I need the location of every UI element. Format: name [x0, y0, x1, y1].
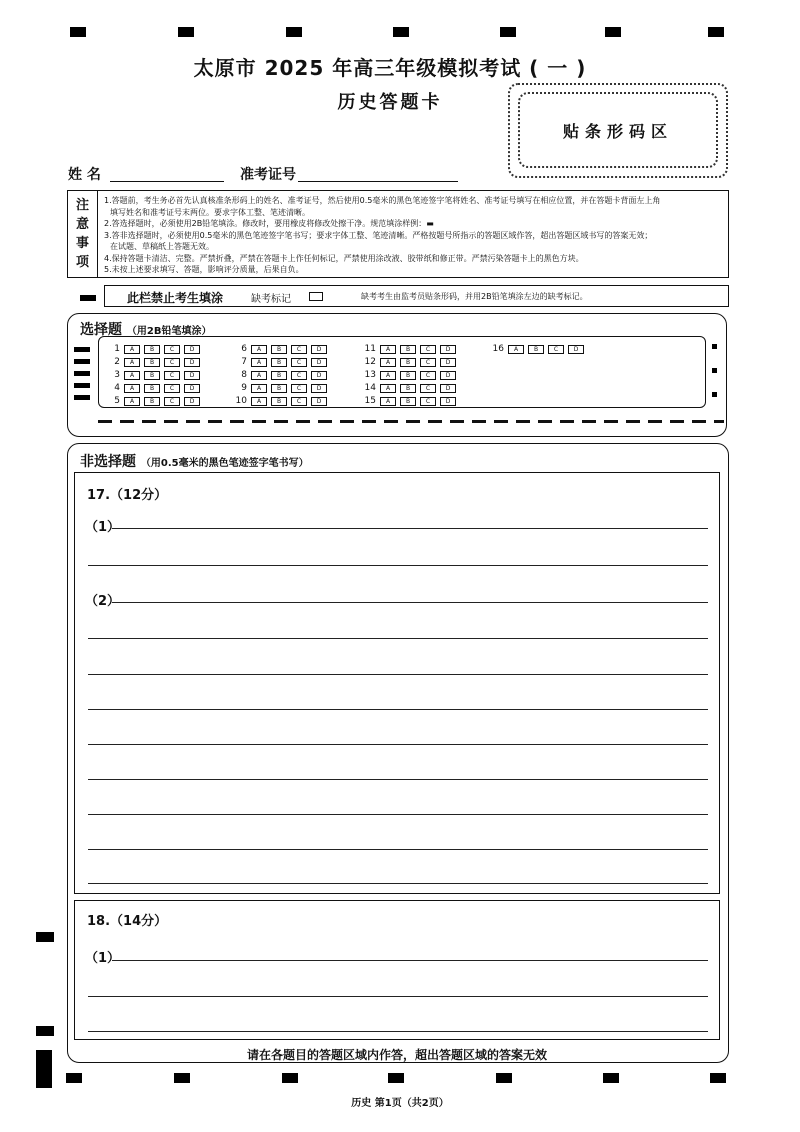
- mc-question-number: 10: [235, 396, 247, 406]
- mc-option-bubble[interactable]: A: [251, 397, 267, 406]
- answer-line[interactable]: [88, 849, 708, 850]
- q18-heading: 18.（14分）: [87, 914, 168, 929]
- mc-option-bubble[interactable]: C: [164, 371, 180, 380]
- mc-option-bubble[interactable]: A: [251, 371, 267, 380]
- notice-item: 5.未按上述要求填写、答题，影响评分质量，后果自负。: [104, 265, 304, 274]
- notice-heading: 注 意 事 项: [68, 191, 98, 277]
- absent-row: [104, 285, 729, 307]
- mc-option-bubble[interactable]: D: [184, 345, 200, 354]
- timing-mark: [286, 27, 302, 37]
- timing-mark: [710, 1073, 726, 1083]
- mc-option-bubble[interactable]: C: [291, 397, 307, 406]
- mc-question-8: [233, 370, 331, 380]
- mc-option-bubble[interactable]: C: [420, 397, 436, 406]
- q17-heading: 17.（12分）: [87, 488, 168, 503]
- answer-line[interactable]: [88, 996, 708, 997]
- mc-option-bubble[interactable]: B: [400, 384, 416, 393]
- mc-option-bubble[interactable]: C: [420, 371, 436, 380]
- mc-option-bubble[interactable]: C: [164, 345, 180, 354]
- timing-mark: [178, 27, 194, 37]
- mc-option-bubble[interactable]: D: [440, 371, 456, 380]
- mc-question-number: 5: [114, 396, 120, 406]
- free-response-note: （用0.5毫米的黑色笔迹签字笔书写）: [140, 458, 309, 469]
- mc-option-bubble[interactable]: B: [144, 358, 160, 367]
- notice-item: 在试题、草稿纸上答题无效。: [110, 242, 214, 251]
- barcode-area: [518, 92, 718, 168]
- q18-answer-area[interactable]: [74, 900, 720, 1040]
- mc-option-bubble[interactable]: A: [380, 345, 396, 354]
- mc-option-bubble[interactable]: C: [164, 397, 180, 406]
- mc-question-12: [362, 357, 460, 367]
- mc-option-bubble[interactable]: D: [440, 358, 456, 367]
- mc-option-bubble[interactable]: D: [311, 358, 327, 367]
- mc-question-number: 6: [241, 344, 247, 354]
- mc-question-4: [106, 383, 204, 393]
- notice-item: 1.答题前，考生务必首先认真核准条形码上的姓名、准考证号，然后使用0.5毫米的黑色笔迹签字笔将姓名、准考证号填写在相应位置，并在答题卡背面左上角: [104, 196, 661, 205]
- mc-option-bubble[interactable]: D: [440, 384, 456, 393]
- card-subtitle: 历史答题卡: [337, 92, 443, 113]
- mc-option-bubble[interactable]: B: [144, 371, 160, 380]
- mc-question-14: [362, 383, 460, 393]
- timing-mark: [605, 27, 621, 37]
- multiple-choice-title: 选择题 （用2B铅笔填涂）: [80, 322, 212, 338]
- mc-question-5: [106, 396, 204, 406]
- timing-mark: [36, 932, 54, 942]
- mc-question-number: 15: [364, 396, 376, 406]
- timing-mark: [80, 295, 96, 301]
- mc-option-bubble[interactable]: A: [508, 345, 524, 354]
- timing-mark: [66, 1073, 82, 1083]
- mc-option-bubble[interactable]: C: [291, 384, 307, 393]
- mc-question-number: 2: [114, 357, 120, 367]
- q17-sub1-label: （1）: [85, 520, 121, 535]
- notice-box: [67, 190, 729, 278]
- timing-mark: [174, 1073, 190, 1083]
- timing-mark: [388, 1073, 404, 1083]
- mc-option-bubble[interactable]: B: [271, 384, 287, 393]
- answer-line[interactable]: [112, 602, 708, 603]
- answer-line[interactable]: [88, 814, 708, 815]
- mc-question-11: [362, 344, 460, 354]
- mc-option-bubble[interactable]: D: [184, 371, 200, 380]
- mc-option-bubble[interactable]: B: [144, 384, 160, 393]
- mc-option-bubble[interactable]: A: [380, 397, 396, 406]
- mc-option-bubble[interactable]: B: [271, 345, 287, 354]
- mc-question-1: [106, 344, 204, 354]
- mc-option-bubble[interactable]: B: [271, 358, 287, 367]
- mc-question-number: 14: [364, 383, 376, 393]
- mc-option-bubble[interactable]: A: [380, 358, 396, 367]
- timing-mark: [36, 1026, 54, 1036]
- mc-option-bubble[interactable]: B: [400, 371, 416, 380]
- mc-option-bubble[interactable]: D: [184, 397, 200, 406]
- timing-mark: [708, 27, 724, 37]
- mc-option-bubble[interactable]: C: [420, 384, 436, 393]
- mc-option-bubble[interactable]: C: [420, 358, 436, 367]
- absent-label: 此栏禁止考生填涂: [127, 291, 224, 305]
- exam-id-label: 准考证号: [240, 167, 296, 183]
- mc-option-bubble[interactable]: D: [311, 384, 327, 393]
- answer-line[interactable]: [88, 744, 708, 745]
- answer-line[interactable]: [88, 709, 708, 710]
- mc-option-bubble[interactable]: D: [568, 345, 584, 354]
- mc-option-bubble[interactable]: A: [251, 358, 267, 367]
- mc-option-bubble[interactable]: B: [144, 345, 160, 354]
- mc-option-bubble[interactable]: D: [184, 358, 200, 367]
- absent-mark-box[interactable]: [309, 292, 323, 301]
- mc-option-bubble[interactable]: D: [440, 397, 456, 406]
- mc-option-bubble[interactable]: A: [124, 345, 140, 354]
- mc-question-number: 12: [364, 357, 376, 367]
- mc-option-bubble[interactable]: D: [184, 384, 200, 393]
- mc-question-number: 4: [114, 383, 120, 393]
- mc-question-10: [233, 396, 331, 406]
- notice-item: 3.答非选择题时，必须使用0.5毫米的黑色笔迹签字笔书写；要求字体工整、笔迹清晰。严格按题号所指示的答题区域作答，超出答题区域书写的答案无效；: [104, 230, 653, 240]
- page-number: 历史 第1页（共2页）: [351, 1098, 449, 1109]
- mc-question-number: 9: [241, 383, 247, 393]
- mc-option-bubble[interactable]: B: [144, 397, 160, 406]
- timing-mark: [36, 1050, 52, 1088]
- timing-mark: [496, 1073, 512, 1083]
- mc-option-bubble[interactable]: D: [311, 371, 327, 380]
- mc-question-number: 11: [364, 344, 376, 354]
- mc-option-bubble[interactable]: D: [311, 397, 327, 406]
- mc-option-bubble[interactable]: B: [400, 358, 416, 367]
- mc-question-number: 8: [241, 370, 247, 380]
- answer-line[interactable]: [88, 883, 708, 884]
- barcode-label: 贴条形码区: [562, 121, 673, 141]
- mc-option-bubble[interactable]: B: [271, 371, 287, 380]
- notice-list: [104, 195, 722, 276]
- q17-sub2-label: （2）: [85, 594, 121, 609]
- mc-option-bubble[interactable]: D: [440, 345, 456, 354]
- q17-answer-area[interactable]: [74, 472, 720, 894]
- exam-title: 太原市 2025 年高三年级模拟考试 ( 一 ): [193, 56, 587, 80]
- mc-option-bubble[interactable]: A: [124, 358, 140, 367]
- mc-option-bubble[interactable]: C: [548, 345, 564, 354]
- mc-question-number: 7: [241, 357, 247, 367]
- free-response-title: 非选择题 （用0.5毫米的黑色笔迹签字笔书写）: [80, 454, 309, 470]
- answer-line[interactable]: [88, 638, 708, 639]
- mc-question-15: [362, 396, 460, 406]
- absent-instruction: 缺考考生由监考员贴条形码，并用2B铅笔填涂左边的缺考标记。: [361, 292, 588, 301]
- mc-question-16: [490, 344, 588, 354]
- exam-id-field[interactable]: [298, 181, 458, 182]
- mc-question-number: 1: [114, 344, 120, 354]
- mc-question-3: [106, 370, 204, 380]
- timing-dash-row: [98, 420, 724, 423]
- notice-item: 2.答选择题时，必须使用2B铅笔填涂。修改时，要用橡皮将修改处擦干净。规范填涂样例：▬: [104, 219, 434, 228]
- answer-line[interactable]: [112, 960, 708, 961]
- name-field[interactable]: [110, 181, 224, 182]
- absent-mark-label: 缺考标记: [251, 294, 291, 305]
- mc-question-number: 13: [364, 370, 376, 380]
- mc-option-bubble[interactable]: A: [380, 384, 396, 393]
- mc-option-bubble[interactable]: A: [124, 397, 140, 406]
- mc-question-6: [233, 344, 331, 354]
- answer-line[interactable]: [88, 674, 708, 675]
- mc-option-bubble[interactable]: A: [380, 371, 396, 380]
- mc-option-bubble[interactable]: C: [420, 345, 436, 354]
- mc-option-bubble[interactable]: A: [124, 371, 140, 380]
- answer-line[interactable]: [88, 1031, 708, 1032]
- mc-question-9: [233, 383, 331, 393]
- notice-item: 4.保持答题卡清洁、完整。严禁折叠，严禁在答题卡上作任何标记，严禁使用涂改液、胶带纸和修正带。严禁污染答题卡上的黑色方块。: [104, 253, 584, 263]
- timing-mark: [282, 1073, 298, 1083]
- mc-option-bubble[interactable]: B: [400, 397, 416, 406]
- multiple-choice-note: （用2B铅笔填涂）: [126, 326, 212, 337]
- q18-sub1-label: （1）: [85, 951, 121, 966]
- answer-area-warning: 请在各题目的答题区域内作答，超出答题区域的答案无效: [246, 1048, 547, 1062]
- mc-option-bubble[interactable]: D: [311, 345, 327, 354]
- timing-mark: [603, 1073, 619, 1083]
- timing-mark: [393, 27, 409, 37]
- name-label: 姓 名: [68, 167, 101, 183]
- timing-mark: [500, 27, 516, 37]
- mc-option-bubble[interactable]: B: [271, 397, 287, 406]
- mc-option-bubble[interactable]: C: [291, 358, 307, 367]
- mc-option-bubble[interactable]: A: [251, 345, 267, 354]
- mc-option-bubble[interactable]: B: [400, 345, 416, 354]
- answer-line[interactable]: [112, 528, 708, 529]
- answer-line[interactable]: [88, 779, 708, 780]
- mc-question-7: [233, 357, 331, 367]
- mc-option-bubble[interactable]: A: [251, 384, 267, 393]
- mc-question-2: [106, 357, 204, 367]
- mc-option-bubble[interactable]: A: [124, 384, 140, 393]
- mc-question-13: [362, 370, 460, 380]
- mc-option-bubble[interactable]: C: [291, 345, 307, 354]
- answer-line[interactable]: [88, 565, 708, 566]
- mc-option-bubble[interactable]: C: [291, 371, 307, 380]
- mc-option-bubble[interactable]: C: [164, 384, 180, 393]
- mc-question-number: 16: [492, 344, 504, 354]
- timing-mark: [70, 27, 86, 37]
- mc-option-bubble[interactable]: B: [528, 345, 544, 354]
- mc-question-number: 3: [114, 370, 120, 380]
- mc-option-bubble[interactable]: C: [164, 358, 180, 367]
- notice-item: 填写姓名和准考证号末两位。要求字体工整、笔迹清晰。: [110, 207, 310, 217]
